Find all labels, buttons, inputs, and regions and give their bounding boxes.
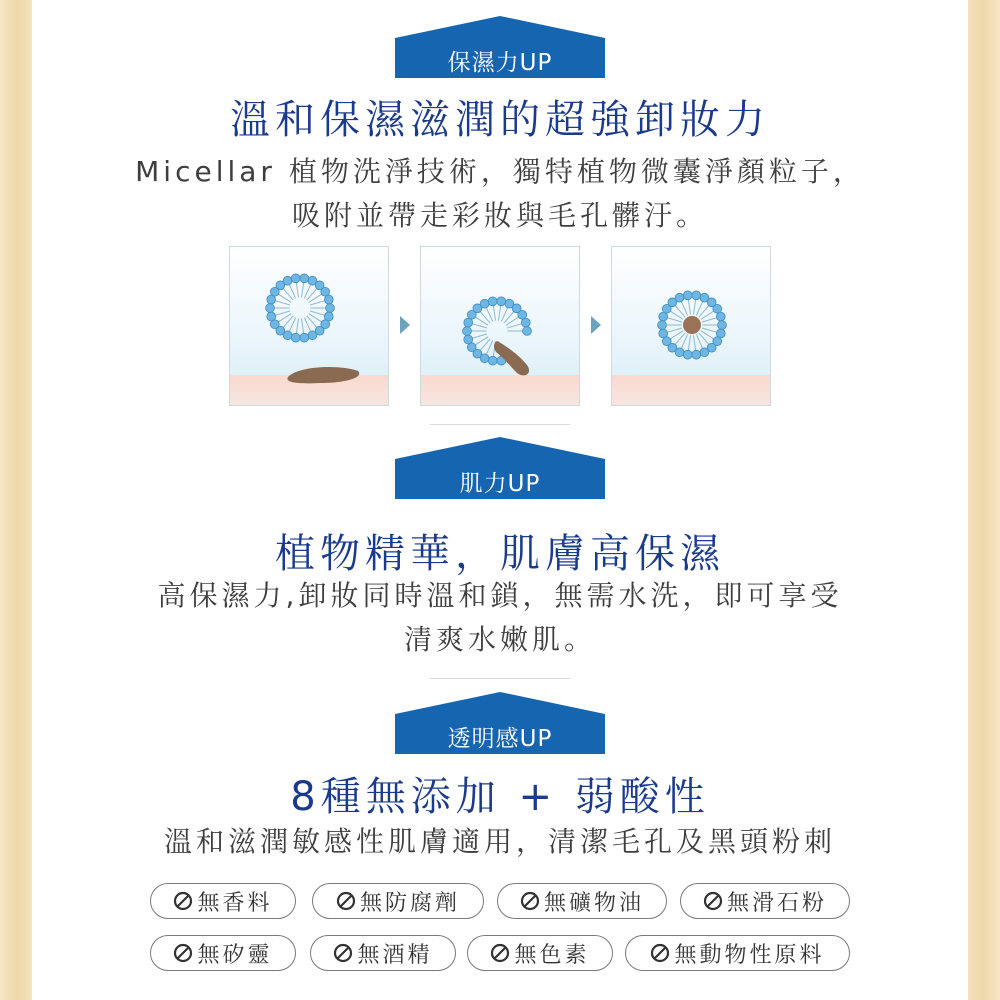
pill-no-mineral-oil — [497, 883, 667, 919]
pill-no-colorant — [467, 935, 613, 971]
prohibited-icon — [650, 943, 670, 963]
badge-label: 透明感UP — [447, 726, 553, 752]
micelle-head — [692, 350, 701, 359]
micelle-panel-1 — [229, 246, 389, 406]
pill-label: 無防腐劑 — [359, 890, 460, 916]
body-line: 溫和滋潤敏感性肌膚適用，清潔毛孔及黑頭粉刺 — [163, 825, 836, 858]
micelle-head — [267, 312, 276, 321]
micelle-head — [658, 321, 667, 330]
wood-frame-right — [968, 0, 1000, 1000]
body-text-micellar — [32, 150, 968, 238]
badge-clarity-up — [395, 692, 605, 754]
badge-label: 肌力UP — [459, 471, 541, 497]
pill-no-fragrance — [150, 883, 296, 919]
micelle-head — [659, 329, 668, 338]
micelle-head — [683, 291, 692, 300]
micelle-head — [464, 335, 473, 344]
body-line: 清爽水嫩肌。 — [403, 623, 596, 656]
pill-label: 無色素 — [514, 942, 590, 968]
wood-frame-left — [0, 0, 32, 1000]
prohibited-icon — [520, 891, 540, 911]
micelle-head — [266, 304, 275, 313]
pill-no-silicone — [150, 935, 296, 971]
pill-label: 無滑石粉 — [726, 890, 827, 916]
micelle-head — [291, 333, 300, 342]
body-line: 吸附並帶走彩妝與毛孔髒汙。 — [291, 199, 708, 232]
body-line: 高保濕力,卸妝同時溫和鎖，無需水洗，即可享受 — [157, 579, 843, 612]
pill-label: 無矽靈 — [197, 942, 273, 968]
pill-no-animal-ingredients — [625, 935, 850, 971]
micelle-icon — [266, 274, 335, 342]
heading-free-from: 8種無添加 + 弱酸性 — [290, 774, 710, 820]
triangle-right-icon — [400, 316, 410, 334]
micelle-panel-2 — [420, 246, 580, 406]
micelle-panel-3 — [611, 246, 771, 406]
pill-label: 無礦物油 — [543, 890, 644, 916]
pill-label: 無香料 — [197, 890, 273, 916]
micelle-head — [683, 350, 692, 359]
prohibited-icon — [703, 891, 723, 911]
divider — [430, 678, 570, 679]
micelle-icon — [463, 297, 532, 365]
badge-skin-up — [395, 437, 605, 499]
captured-dirt — [683, 316, 701, 334]
micelle-head — [324, 295, 333, 304]
micelle-head — [675, 293, 684, 302]
badge-moisture-up — [395, 16, 605, 78]
micelle-head — [692, 291, 701, 300]
pill-no-alcohol — [310, 935, 456, 971]
micelle-head — [488, 356, 497, 365]
heading-plant-essence: 植物精華，肌膚高保濕 — [275, 531, 725, 577]
body-line: Micellar 植物洗淨技術，獨特植物微囊淨顏粒子， — [135, 155, 865, 188]
prohibited-icon — [173, 891, 193, 911]
micelle-head — [308, 331, 317, 340]
micelle-head — [523, 327, 532, 336]
micelle-head — [521, 318, 530, 327]
pill-no-talc — [680, 883, 850, 919]
micelle-head — [716, 312, 725, 321]
micelle-head — [463, 327, 472, 336]
heading-makeup-removal: 溫和保濕滋潤的超強卸妝力 — [230, 97, 770, 143]
micelle-head — [488, 297, 497, 306]
micelle-head — [700, 348, 709, 357]
badge-label: 保濕力UP — [447, 50, 553, 76]
pill-label: 無動物性原料 — [674, 942, 825, 968]
micelle-head — [718, 321, 727, 330]
pill-label: 無酒精 — [357, 942, 433, 968]
triangle-right-icon — [591, 316, 601, 334]
micelle-head — [300, 274, 309, 283]
body-text-sensitive-skin — [32, 820, 968, 864]
divider — [430, 424, 570, 425]
micelle-head — [283, 276, 292, 285]
micelle-head — [480, 299, 489, 308]
prohibited-icon — [336, 891, 356, 911]
prohibited-icon — [490, 943, 510, 963]
micelle-head — [291, 274, 300, 283]
micelle-head — [326, 304, 335, 313]
pill-no-preservatives — [312, 883, 484, 919]
prohibited-icon — [333, 943, 353, 963]
makeup-smudge — [287, 367, 359, 383]
body-text-moisture — [32, 574, 968, 662]
prohibited-icon — [173, 943, 193, 963]
micelle-head — [497, 297, 506, 306]
micelle-head — [300, 333, 309, 342]
